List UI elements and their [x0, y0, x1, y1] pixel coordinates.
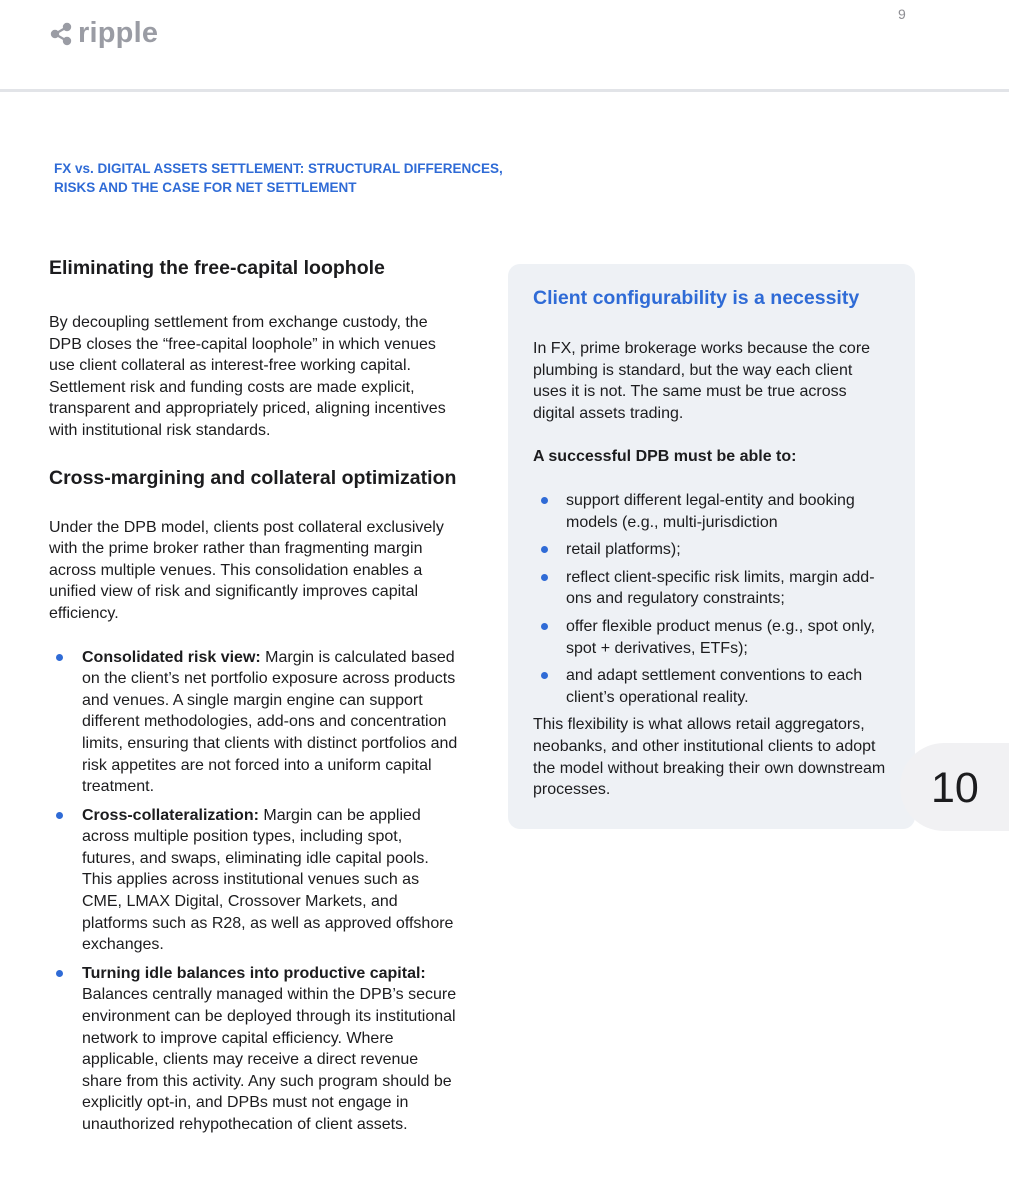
bullet-dot: [541, 574, 548, 581]
bullet-text: and adapt settlement conventions to each client’s operational reality.: [566, 667, 863, 706]
left-column: [49, 255, 459, 1136]
callout-closing: This flexibility is what allows retail aggregators, neobanks, and other institutional clients to adopt the model without breaking their own downstream processes.: [533, 716, 886, 799]
paragraph-decoupling: By decoupling settlement from exchange custody, the DPB closes the “free-capital loophole” in which venues use client collateral as interest-free working capital. Settlement risk and funding costs are made explicit, transparent and appropriately priced, aligning incentives with institutional risk standards.: [49, 314, 446, 439]
list-item: [533, 567, 890, 610]
header-divider: [0, 89, 1009, 92]
bullet-text: Margin can be applied across multiple position types, including spot, futures, and swaps, eliminating idle capital pools. This applies across institutional venues such as CME, LMAX Digital, Crossover Markets, and platforms such as R28, as well as approved offshore exchanges.: [82, 806, 454, 954]
bullet-dot: [541, 672, 548, 679]
ripple-logo: [50, 17, 158, 50]
list-item: [49, 647, 459, 798]
list-item: [49, 963, 459, 1136]
section-title: [54, 159, 574, 197]
bullet-dot: [56, 654, 63, 661]
section-title-line-2: RISKS AND THE CASE FOR NET SETTLEMENT: [54, 180, 357, 195]
list-item: [533, 616, 890, 659]
page-number: 9: [898, 6, 906, 22]
bullet-dot: [541, 546, 548, 553]
list-item: [533, 490, 890, 533]
heading-cross-margining: Cross-margining and collateral optimization: [49, 466, 457, 489]
list-item: [533, 539, 890, 561]
list-item: [533, 665, 890, 708]
bullet-dot: [56, 970, 63, 977]
callout-intro: In FX, prime brokerage works because the core plumbing is standard, but the way each client uses it is not. The same must be true across digital assets trading.: [533, 340, 871, 422]
bullet-dot: [56, 812, 63, 819]
section-title-line-1: FX vs. DIGITAL ASSETS SETTLEMENT: STRUCTURAL DIFFERENCES,: [54, 161, 503, 176]
bullet-dot: [541, 497, 548, 504]
bullet-text: Margin is calculated based on the client’s net portfolio exposure across products and venues. A single margin engine can support different methodologies, add-ons and concentration limits, ensuring that clients with distinct portfolios and risk appetites are not forced into a uniform capital treatment.: [82, 648, 458, 796]
bullet-dot: [541, 623, 548, 630]
list-item: [49, 805, 459, 956]
paragraph-dpb-model: Under the DPB model, clients post collateral exclusively with the prime broker rather than fragmenting margin across multiple venues. This consolidation enables a unified view of risk and significantly improves capital efficiency.: [49, 518, 444, 622]
callout-title: Client configurability is a necessity: [533, 287, 860, 309]
ripple-logo-icon: [50, 19, 74, 49]
page-badge: [900, 743, 1009, 831]
callout-bullet-list: [533, 490, 890, 708]
bullet-label: Consolidated risk view:: [82, 648, 261, 666]
bullet-text: Balances centrally managed within the DPB’s secure environment can be deployed through its institutional network to improve capital efficiency. Where applicable, clients may receive a direct revenue share from this activity. Any such program should be explicitly opt-in, and DPBs must not engage in unauthorized rehypothecation of client assets.: [82, 986, 457, 1133]
bullet-text: reflect client-specific risk limits, margin add-ons and regulatory constraints;: [566, 568, 875, 608]
callout-subheading: A successful DPB must be able to:: [533, 448, 797, 466]
heading-free-capital-loophole: Eliminating the free-capital loophole: [49, 257, 385, 279]
logo-wordmark: ripple: [78, 17, 159, 49]
left-bullet-list: [49, 647, 459, 1136]
bullet-label: Turning idle balances into productive capital:: [82, 964, 426, 982]
page-badge-number: 10: [931, 764, 979, 812]
callout-box: [508, 264, 915, 829]
bullet-text: support different legal-entity and booking models (e.g., multi-jurisdiction: [566, 491, 855, 531]
bullet-label: Cross-collateralization:: [82, 806, 259, 824]
bullet-text: retail platforms);: [566, 541, 681, 559]
bullet-text: offer flexible product menus (e.g., spot only, spot + derivatives, ETFs);: [566, 617, 875, 657]
